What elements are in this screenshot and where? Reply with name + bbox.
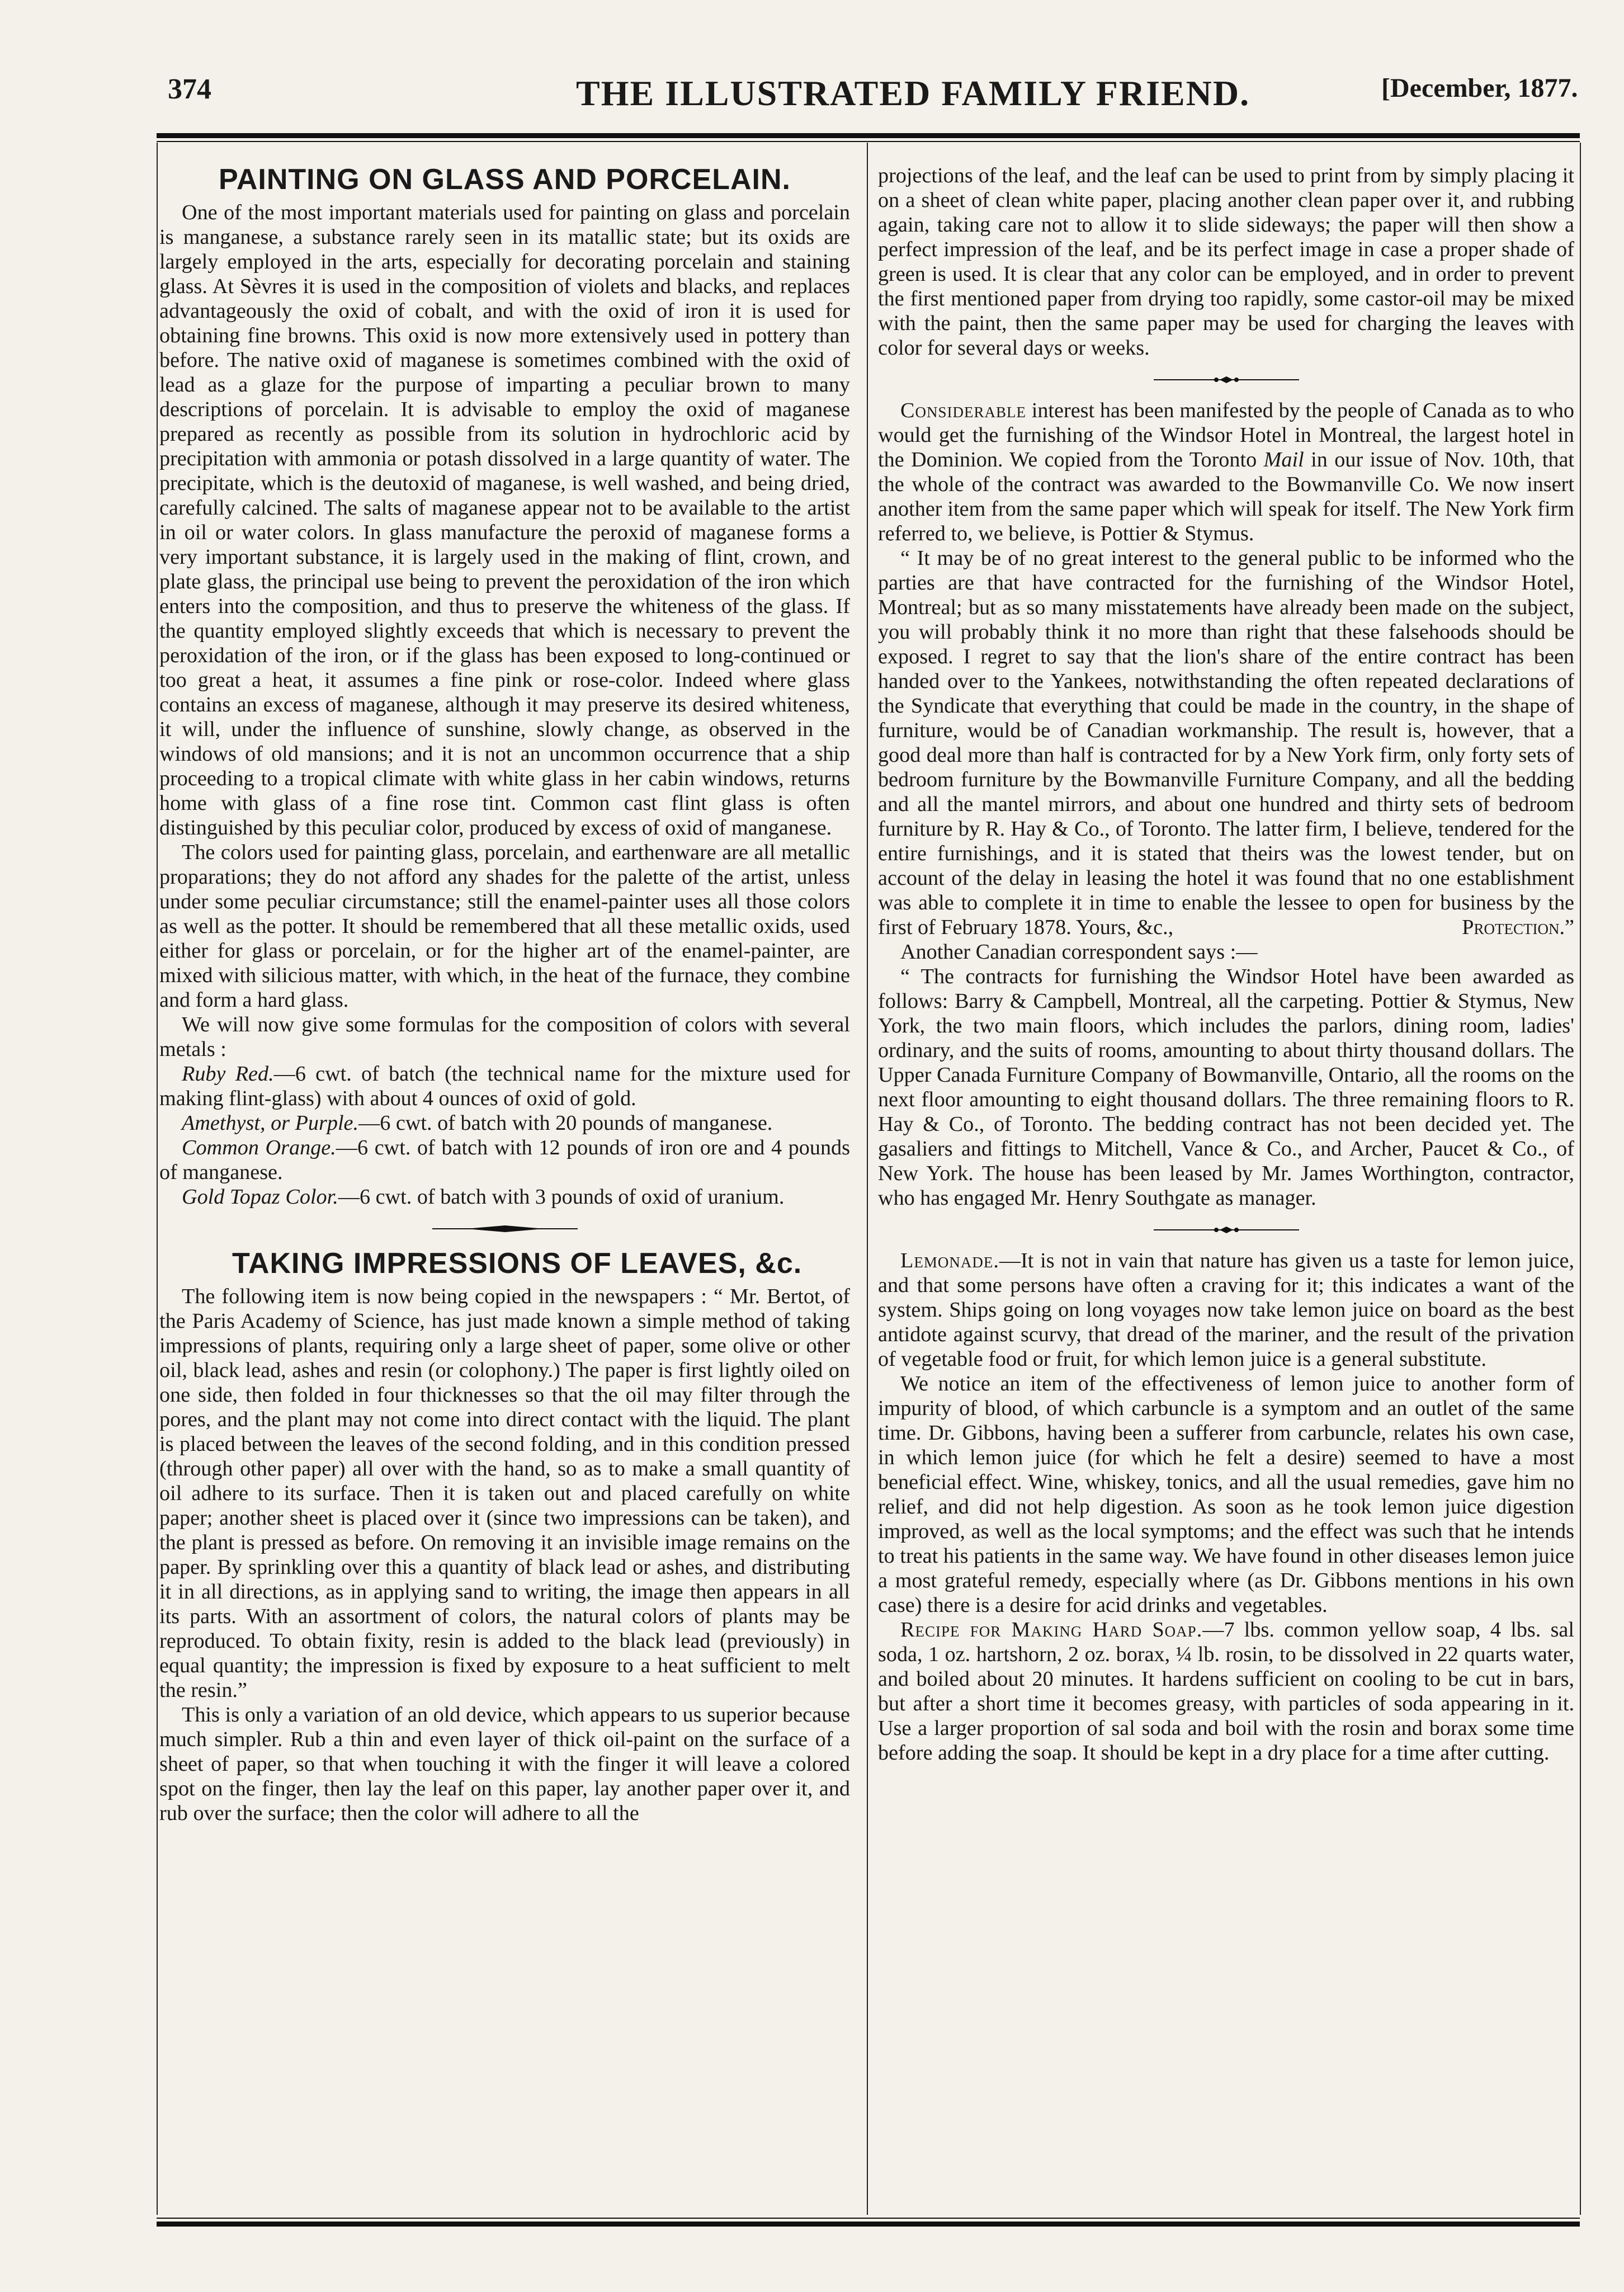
- left-border-rule: [157, 143, 158, 2215]
- ornamental-divider: [1154, 1226, 1299, 1234]
- lemonade-lead: Lemonade.: [900, 1249, 999, 1272]
- lemonade-paragraph-2: We notice an item of the effectiveness of lemon juice to another form of impurity of blood, of which carbuncle is a symptom and an outlet of the same time. Dr. Gibbons, having been a sufferer from carbuncle, relates his own case, in which lemon juice (for which he felt a desire) seemed to have a most beneficial effect. Wine, whiskey, tonics, and all the usual remedies, gave him no relief, and did not help digestion. As soon as he took lemon juice digestion improved, as well as the local symptoms; and the effect was such that he intends to treat his patients in the same way. We have found in other diseases lemon juice a most grateful remedy, especially where (as Dr. Gibbons mentions in his own case) there is a desire for acid drinks and vegetables.: [878, 1372, 1574, 1617]
- leaves-paragraph-3: projections of the leaf, and the leaf can be used to print from by simply placing it on a sheet of clean white paper, placing another clean paper over it, and rubbing again, taking care not to allow it to slide sideways; the paper will then show a perfect impression of the leaf, and be its perfect image in case a proper shade of green is used. It is clear that any color can be employed, and in order to prevent the first mentioned paper from drying too rapidly, some castor-oil may be mixed with the paint, then the same paper may be used for charging the leaves with color for several days or weeks.: [878, 164, 1574, 360]
- letter-signature: Protection.”: [1462, 916, 1574, 939]
- windsor-quote-2: “ The contracts for furnishing the Windsor Hotel have been awarded as follows: Barry & Campbell, Montreal, all the carpeting. Pottier & Stymus, New York, the two main floors, which includes the parlors, dining room, ladies' ordinary, and the suits of rooms, amounting to about thirty thousand dollars. The Upper Canada Furniture Company of Bowmanville, Ontario, all the rooms on the next floor amounting to eight thousand dollars. The three remaining floors to R. Hay & Co., of Toronto. The bedding contract has not been decided yet. The gasaliers and fittings to Mitchell, Vance & Co., and Archer, Paucet & Co., of New York. The house has been leased by Mr. James Worthington, contractor, who has engaged Mr. Henry Southgate as manager.: [878, 965, 1574, 1210]
- page-number: 374: [168, 73, 211, 105]
- soap-lead: Recipe for Making Hard Soap.: [900, 1618, 1203, 1642]
- windsor-paragraph-1: [878, 398, 1574, 546]
- painting-paragraph-3: We will now give some formulas for the composition of colors with several metals :: [159, 1013, 850, 1061]
- recipe-common-orange: [159, 1135, 850, 1185]
- lemonade-paragraph-1: [878, 1248, 1574, 1371]
- windsor-text-a: interest has been manifested by the people of Canada as to who would get the furnishing of the Windsor Hotel in Montreal, the largest hotel in the Dominion. We copied from the Toronto: [878, 399, 1574, 471]
- windsor-lead: Considerable: [900, 399, 1026, 422]
- soap-text: —7 lbs. common yellow soap, 4 lbs. sal soda, 1 oz. hartshorn, 2 oz. borax, ¼ lb. rosin, to be dissolved in 22 quarts water, and boiled about 20 minutes. It hardens sufficient on cooling to be cut in bars, but after a short time it becomes greasy, with particles of soda appearing in it. Use a larger proportion of sal soda and boil with the rosin and borax some time before adding the soap. It should be kept in a dry place for a time after cutting.: [878, 1618, 1574, 1765]
- recipe-gold-topaz: [159, 1185, 850, 1209]
- windsor-intro-2: Another Canadian correspondent says :—: [900, 940, 1258, 964]
- left-column: [159, 163, 850, 1826]
- right-column: [878, 163, 1574, 1765]
- article-title-painting: PAINTING ON GLASS AND PORCELAIN.: [219, 163, 791, 196]
- lemonade-text: —It is not in vain that nature has given us a taste for lemon juice, and that some persons have often a craving for it; this indicates a want of the system. Ships going on long voyages now take lemon juice on board as the best antidote against scurvy, that dread of the mariner, and the result of the privation of vegetable food or fruit, for which lemon juice is a general substitute.: [878, 1249, 1574, 1371]
- painting-paragraph-2: The colors used for painting glass, porcelain, and earthenware are all metallic proparations; they do not afford any shades for the palette of the artist, unless under some peculiar circumstance; still the enamel-painter uses all those colors as well as the potter. It should be remembered that all these metallic oxids, used either for glass or porcelain, or for the higher art of the enamel-painter, are mixed with silicious matter, with which, in the heat of the furnace, they combine and form a hard glass.: [159, 841, 850, 1012]
- issue-date: [December, 1877.: [1381, 73, 1578, 103]
- recipe-name: Gold Topaz Color.: [182, 1185, 338, 1209]
- windsor-text-b: in our issue of Nov. 10th, that the whole of the contract was awarded to the Bowmanville Co. We now insert another item from the same paper which will speak for itself. The New York firm referred to, we believe, is Pottier & Stymus.: [878, 448, 1574, 545]
- recipe-text: —6 cwt. of batch with 12 pounds of iron ore and 4 pounds of manganese.: [159, 1136, 851, 1184]
- recipe-text: —6 cwt. of batch with 3 pounds of oxid of uranium.: [338, 1185, 785, 1209]
- column-divider: [867, 143, 868, 2215]
- ornamental-divider: [432, 1225, 578, 1233]
- right-border-rule: [1580, 143, 1581, 2215]
- bottom-rule-thin: [157, 2218, 1580, 2219]
- soap-recipe: [878, 1617, 1574, 1765]
- recipe-text: —6 cwt. of batch with 20 pounds of manganese.: [358, 1111, 773, 1135]
- top-rule-thick: [157, 133, 1580, 138]
- recipe-name: Amethyst, or Purple.: [182, 1111, 359, 1135]
- mail-title: Mail: [1263, 448, 1304, 471]
- windsor-letter: [878, 546, 1574, 940]
- leaves-paragraph-2: This is only a variation of an old device, which appears to us superior because much simpler. Rub a thin and even layer of thick oil-paint on the surface of a sheet of paper, so that when touching it with the finger it will leave a colored spot on the finger, then lay the leaf on this paper, lay another paper over it, and rub over the surface; then the color will adhere to all the: [159, 1703, 850, 1825]
- ornamental-divider: [1154, 376, 1299, 384]
- recipe-name: Common Orange.: [182, 1136, 336, 1159]
- letter-text: “ It may be of no great interest to the general public to be informed who the parties are that have contracted for the furnishing of the Windsor Hotel, Montreal; but as so many misstatements have already been made on the subject, you will probably think it no more than right that these falsehoods should be exposed. I regret to say that the lion's share of the entire contract has been handed over to the Yankees, notwithstanding the often repeated declarations of the Syndicate that everything that could be made in the country, in the shape of furniture, would be of Canadian workmanship. The result is, however, that a good deal more than half is contracted for by a New York firm, only forty sets of bedroom furniture by the Bowmanville Furniture Company, and all the bedding and all the mantel mirrors, and about one hundred and thirty sets of bedroom furniture by R. Hay & Co., of Toronto. The latter firm, I believe, tendered for the entire furnishings, and it is stated that theirs was the lowest tender, but on account of the delay in leasing the hotel it was found that no one establishment was able to complete it in time to enable the lessee to open for business by the first of February 1878. Yours, &c.,: [878, 546, 1574, 939]
- painting-paragraph-1: One of the most important materials used for painting on glass and porcelain is manganese, a substance rarely seen in its matallic state; but its oxids are largely employed in the arts, especially for decorating porcelain and staining glass. At Sèvres it is used in the composition of violets and blacks, and replaces advantageously the oxid of cobalt, and with the oxid of iron it is used for obtaining fine browns. This oxid is now more extensively used in pottery than before. The native oxid of maganese is sometimes combined with the oxid of lead as a glaze for the purpose of imparting a peculiar brown to many descriptions of porcelain. It is advisable to employ the oxid of maganese prepared as recently as possible from its solution in hydrochloric acid by precipitation with ammonia or potash dissolved in a large quantity of water. The precipitate, which is the deutoxid of maganese, is well washed, and being dried, carefully calcined. The salts of maganese appear not to be available to the artist in oil or water colors. In glass manufacture the peroxid of maganese forms a very important substance, it is largely used in the making of flint, crown, and plate glass, the principal use being to prevent the peroxidation of the iron which enters into the composition, and thus to preserve the whiteness of the glass. If the quantity employed slightly exceeds that which is necessary to prevent the peroxidation of the iron, or if the glass has been exposed to long-continued or too great a heat, it assumes a fine pink or rose-color. Indeed where glass contains an excess of maganese, although it may preserve its desired whiteness, it will, under the influence of sunshine, slowly change, as observed in the windows of old mansions; and it is not an uncommon occurrence that a ship proceeding to a tropical climate with white glass in her cabin windows, returns home with glass of a fine rose tint. Common cast flint glass is often distinguished by this peculiar color, produced by excess of oxid of manganese.: [159, 201, 850, 840]
- bottom-rule-thick: [157, 2222, 1580, 2227]
- leaves-paragraph-1: The following item is now being copied in the newspapers : “ Mr. Bertot, of the Paris Academy of Science, has just made known a simple method of taking impressions of plants, requiring only a large sheet of paper, some olive or other oil, black lead, ashes and resin (or colophony.) The paper is first lightly oiled on one side, then folded in four thicknesses so that the oil may filter through the pores, and the plant may not come into direct contact with the liquid. The plant is placed between the leaves of the second folding, and in this condition pressed (through other paper) all over with the hand, so as to make a small quantity of oil adhere to its surface. Then it is taken out and placed carefully on white paper; another sheet is placed over it (since two impressions can be taken), and the plant is pressed as before. On removing it an invisible image remains on the paper. By sprinkling over this a quantity of black lead or ashes, and distributing it in all directions, as in applying sand to writing, the image then appears in all its parts. With an assortment of colors, the natural colors of plants may be reproduced. To obtain fixity, resin is added to the black lead (previously) in equal quantity; the impression is fixed by exposure to a heat sufficient to melt the resin.”: [159, 1285, 850, 1702]
- recipe-text: —6 cwt. of batch (the technical name for the mixture used for making flint-glass) with about 4 ounces of oxid of gold.: [159, 1062, 850, 1110]
- running-title: THE ILLUSTRATED FAMILY FRIEND.: [576, 73, 1250, 113]
- recipe-ruby-red: [159, 1062, 850, 1111]
- article-title-leaves: TAKING IMPRESSIONS OF LEAVES, &c.: [232, 1247, 802, 1280]
- top-rule-thin: [157, 141, 1580, 142]
- recipe-amethyst: [159, 1111, 850, 1135]
- recipe-name: Ruby Red.: [182, 1062, 274, 1086]
